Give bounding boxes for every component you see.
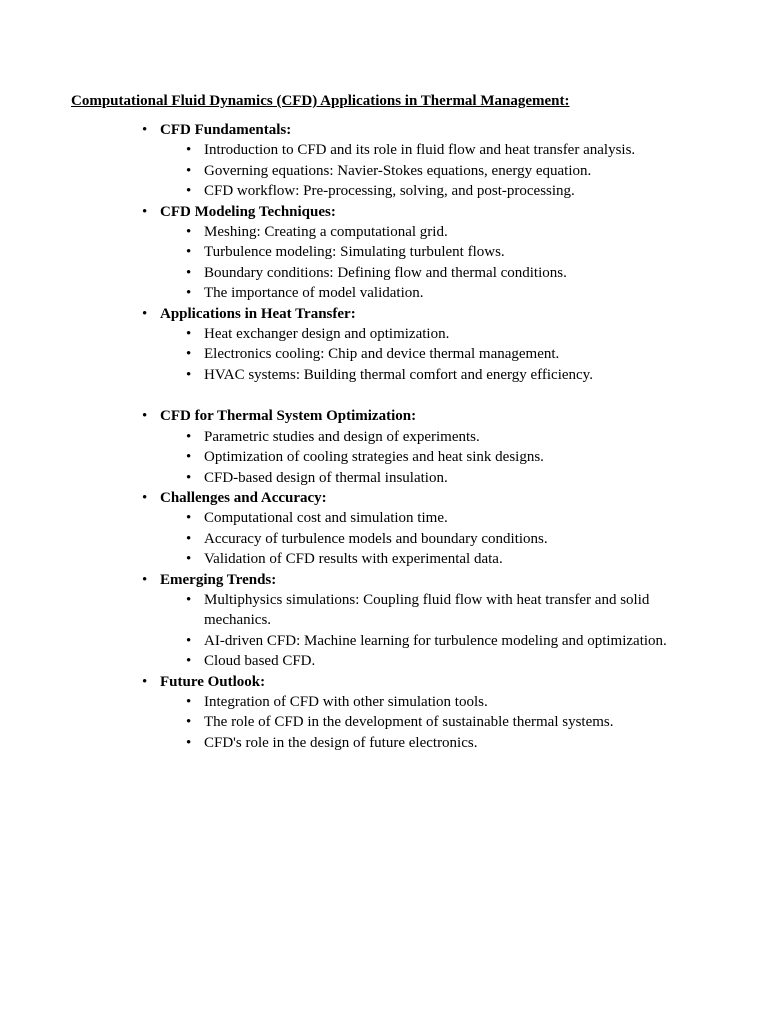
list-item-text: Turbulence modeling: Simulating turbulent flows. bbox=[204, 244, 505, 261]
bullet-icon: • bbox=[186, 285, 192, 302]
list-item bbox=[0, 161, 768, 181]
list-item-text: Computational cost and simulation time. bbox=[204, 510, 448, 527]
list-item bbox=[0, 324, 768, 344]
list-item-text: Heat exchanger design and optimization. bbox=[204, 326, 450, 343]
bullet-icon: • bbox=[186, 428, 192, 445]
list-item-text: Electronics cooling: Chip and device thermal management. bbox=[204, 346, 560, 363]
list-item-text: Cloud based CFD. bbox=[204, 653, 316, 670]
bullet-icon: • bbox=[186, 714, 192, 731]
bullet-icon: • bbox=[186, 326, 192, 343]
section-heading-text: Emerging Trends: bbox=[160, 571, 277, 588]
section-heading-text: Challenges and Accuracy: bbox=[160, 489, 327, 506]
bullet-icon: • bbox=[186, 346, 192, 363]
section-heading bbox=[0, 202, 768, 222]
list-item bbox=[0, 222, 768, 242]
bullet-icon: • bbox=[186, 510, 192, 527]
section-heading bbox=[0, 570, 768, 590]
list-item-text: Governing equations: Navier-Stokes equations, energy equation. bbox=[204, 162, 592, 179]
bullet-icon: • bbox=[186, 591, 192, 608]
bullet-icon: • bbox=[186, 244, 192, 261]
list-item bbox=[0, 651, 768, 671]
list-item bbox=[0, 468, 768, 488]
section-heading-text: Applications in Heat Transfer: bbox=[160, 305, 356, 322]
list-item bbox=[0, 447, 768, 467]
outline-section bbox=[0, 488, 768, 570]
list-item-text: Introduction to CFD and its role in fluid flow and heat transfer analysis. bbox=[204, 142, 636, 159]
list-item bbox=[0, 733, 768, 753]
section-spacer bbox=[0, 385, 768, 406]
bullet-icon: • bbox=[186, 162, 192, 179]
list-item bbox=[0, 692, 768, 712]
list-item bbox=[0, 631, 768, 651]
bullet-icon: • bbox=[142, 122, 148, 138]
section-heading-text: CFD for Thermal System Optimization: bbox=[160, 408, 417, 425]
section-heading bbox=[0, 120, 768, 140]
bullet-icon: • bbox=[142, 305, 148, 322]
list-item-text: Boundary conditions: Defining flow and thermal conditions. bbox=[204, 264, 567, 281]
list-item-text: HVAC systems: Building thermal comfort and energy efficiency. bbox=[204, 366, 593, 383]
section-items bbox=[0, 222, 768, 304]
outline-section bbox=[0, 202, 768, 304]
bullet-icon: • bbox=[186, 632, 192, 649]
list-item-text: Optimization of cooling strategies and heat sink designs. bbox=[204, 449, 544, 466]
bullet-icon: • bbox=[186, 530, 192, 547]
section-heading-text: CFD Modeling Techniques: bbox=[160, 203, 336, 220]
bullet-icon: • bbox=[186, 449, 192, 466]
outline-section bbox=[0, 120, 768, 202]
list-item bbox=[0, 242, 768, 262]
bullet-icon: • bbox=[186, 734, 192, 751]
topic-outline bbox=[0, 120, 768, 753]
list-item-text: Integration of CFD with other simulation tools. bbox=[204, 693, 488, 710]
section-heading-text: CFD Fundamentals: bbox=[160, 122, 292, 138]
list-item bbox=[0, 344, 768, 364]
outline-section bbox=[0, 672, 768, 754]
bullet-icon: • bbox=[142, 408, 148, 425]
bullet-icon: • bbox=[142, 203, 148, 220]
list-item bbox=[0, 140, 768, 160]
outline-section bbox=[0, 570, 768, 672]
bullet-icon: • bbox=[142, 489, 148, 506]
list-item bbox=[0, 283, 768, 303]
outline-section bbox=[0, 304, 768, 386]
list-item bbox=[0, 549, 768, 569]
bullet-icon: • bbox=[186, 224, 192, 241]
bullet-icon: • bbox=[186, 183, 192, 200]
bullet-icon: • bbox=[186, 264, 192, 281]
list-item bbox=[0, 529, 768, 549]
list-item-text: CFD-based design of thermal insulation. bbox=[204, 469, 448, 486]
list-item-text: The role of CFD in the development of sustainable thermal systems. bbox=[204, 714, 614, 731]
bullet-icon: • bbox=[186, 469, 192, 486]
section-items bbox=[0, 590, 768, 672]
section-items bbox=[0, 324, 768, 385]
list-item bbox=[0, 427, 768, 447]
section-heading bbox=[0, 672, 768, 692]
list-item-text: Meshing: Creating a computational grid. bbox=[204, 224, 448, 241]
section-heading-text: Future Outlook: bbox=[160, 673, 266, 690]
list-item bbox=[0, 712, 768, 732]
list-item-text: AI-driven CFD: Machine learning for turbulence modeling and optimization. bbox=[204, 632, 667, 649]
bullet-icon: • bbox=[142, 673, 148, 690]
section-items bbox=[0, 140, 768, 201]
list-item-text: CFD workflow: Pre-processing, solving, and post-processing. bbox=[204, 183, 575, 200]
list-item bbox=[0, 508, 768, 528]
section-heading bbox=[0, 304, 768, 324]
section-heading bbox=[0, 406, 768, 426]
bullet-icon: • bbox=[186, 366, 192, 383]
outline-section bbox=[0, 406, 768, 488]
document-title: Computational Fluid Dynamics (CFD) Applications in Thermal Management: bbox=[71, 93, 570, 109]
section-items bbox=[0, 692, 768, 753]
bullet-icon: • bbox=[186, 693, 192, 710]
list-item bbox=[0, 365, 768, 385]
list-item-text: Validation of CFD results with experimental data. bbox=[204, 551, 503, 568]
list-item bbox=[0, 590, 768, 631]
bullet-icon: • bbox=[186, 142, 192, 159]
list-item-text: The importance of model validation. bbox=[204, 285, 424, 302]
section-heading bbox=[0, 488, 768, 508]
list-item-text: Multiphysics simulations: Coupling fluid flow with heat transfer and solid mechanics. bbox=[204, 591, 650, 629]
list-item-text: Accuracy of turbulence models and boundary conditions. bbox=[204, 530, 548, 547]
bullet-icon: • bbox=[186, 653, 192, 670]
bullet-icon: • bbox=[142, 571, 148, 588]
list-item-text: CFD's role in the design of future electronics. bbox=[204, 734, 478, 751]
list-item bbox=[0, 181, 768, 201]
list-item bbox=[0, 263, 768, 283]
list-item-text: Parametric studies and design of experiments. bbox=[204, 428, 480, 445]
bullet-icon: • bbox=[186, 551, 192, 568]
section-items bbox=[0, 508, 768, 569]
section-items bbox=[0, 427, 768, 488]
